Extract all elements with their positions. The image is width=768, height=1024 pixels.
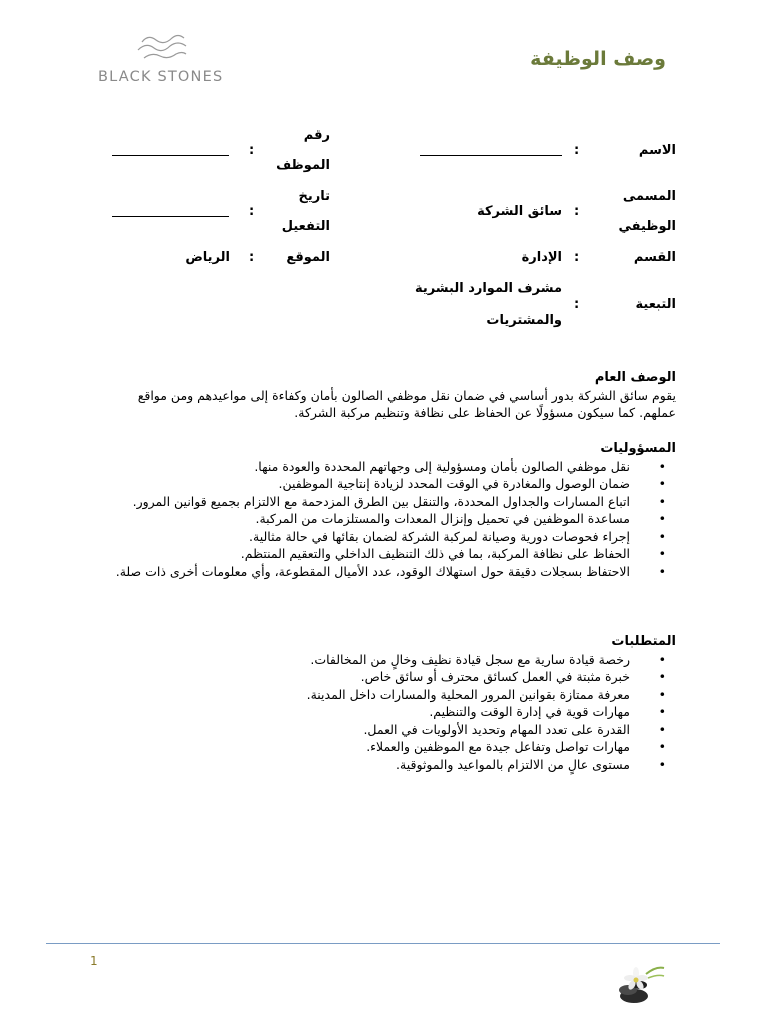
logo-text: BLACK STONES xyxy=(98,69,224,83)
employee-number-blank-line xyxy=(112,155,229,156)
job-title-label-2: الوظيفي xyxy=(618,219,676,234)
name-label: الاسم xyxy=(638,143,676,158)
list-item: • خبرة مثبتة في العمل كسائق محترف أو سائق خاص. xyxy=(100,668,630,686)
list-item: • مهارات تواصل وتفاعل جيدة مع الموظفين والعملاء. xyxy=(100,738,630,756)
general-description-section xyxy=(100,369,676,422)
activation-date-blank-line xyxy=(112,216,229,217)
location-label: الموقع xyxy=(286,250,330,265)
waves-icon xyxy=(136,32,188,68)
responsibilities-heading: المسؤوليات xyxy=(600,441,676,456)
general-description-heading: الوصف العام xyxy=(594,370,676,385)
employee-number-label-2: الموظف xyxy=(276,158,330,173)
document-title: وصف الوظيفة xyxy=(530,48,666,70)
list-item: • الحفاظ على نظافة المركبة، بما في ذلك التنظيف الداخلي والتعقيم المنتظم. xyxy=(100,545,630,563)
requirements-section xyxy=(100,633,676,773)
requirements-heading: المتطلبات xyxy=(611,634,676,649)
location-colon: : xyxy=(249,250,255,265)
page-number: 1 xyxy=(90,954,98,968)
job-title-colon: : xyxy=(574,204,580,219)
list-item: • ضمان الوصول والمغادرة في الوقت المحدد لزيادة إنتاجية الموظفين. xyxy=(100,475,630,493)
list-item: • رخصة قيادة سارية مع سجل قيادة نظيف وخالٍ من المخالفات. xyxy=(100,651,630,669)
list-item: • مستوى عالٍ من الالتزام بالمواعيد والموثوقية. xyxy=(100,756,630,774)
list-item: • معرفة ممتازة بقوانين المرور المحلية والمسارات داخل المدينة. xyxy=(100,686,630,704)
list-item: • نقل موظفي الصالون بأمان ومسؤولية إلى وجهاتهم المحددة والعودة منها. xyxy=(100,458,630,476)
employee-number-colon: : xyxy=(249,143,255,158)
responsibilities-section xyxy=(100,440,676,580)
list-item: • الاحتفاظ بسجلات دقيقة حول استهلاك الوقود، عدد الأميال المقطوعة، وأي معلومات أخرى ذات صلة. xyxy=(100,563,630,581)
reports-to-value-2: والمشتريات xyxy=(486,313,562,328)
activation-date-colon: : xyxy=(249,204,255,219)
reports-to-label: التبعية xyxy=(635,297,676,312)
activation-date-label-1: تاريخ xyxy=(298,189,330,204)
reports-to-value-1: مشرف الموارد البشرية xyxy=(414,281,562,296)
location-value: الرياض xyxy=(185,250,230,265)
stones-flower-icon xyxy=(610,960,666,1008)
requirements-list xyxy=(100,651,676,774)
list-item: • القدرة على تعدد المهام وتحديد الأولويات في العمل. xyxy=(100,721,630,739)
list-item: • اتباع المسارات والجداول المحددة، والتنقل بين الطرق المزدحمة مع الالتزام بجميع قوانين المرور. xyxy=(100,493,630,511)
name-colon: : xyxy=(574,143,580,158)
employee-number-label-1: رقم xyxy=(303,128,330,143)
activation-date-label-2: التفعيل xyxy=(281,219,330,234)
company-logo xyxy=(96,30,228,84)
general-description-body: يقوم سائق الشركة بدور أساسي في ضمان نقل موظفي الصالون بأمان وكفاءة إلى مواعيدهم ومن مواقع عملهم. كما سيكون مسؤولًا عن الحفاظ على نظافة وتنظيم مركبة الشركة. xyxy=(137,387,676,420)
department-colon: : xyxy=(574,250,580,265)
job-title-value: سائق الشركة xyxy=(477,204,562,219)
list-item: • إجراء فحوصات دورية وصيانة لمركبة الشركة لضمان بقائها في حالة مثالية. xyxy=(100,528,630,546)
reports-to-colon: : xyxy=(574,297,580,312)
name-blank-line xyxy=(420,155,562,156)
list-item: • مساعدة الموظفين في تحميل وإنزال المعدات والمستلزمات من المركبة. xyxy=(100,510,630,528)
department-value: الإدارة xyxy=(521,250,562,265)
department-label: القسم xyxy=(633,250,676,265)
responsibilities-list xyxy=(100,458,676,581)
footer-divider xyxy=(46,943,720,944)
job-title-label-1: المسمى xyxy=(622,189,676,204)
list-item: • مهارات قوية في إدارة الوقت والتنظيم. xyxy=(100,703,630,721)
